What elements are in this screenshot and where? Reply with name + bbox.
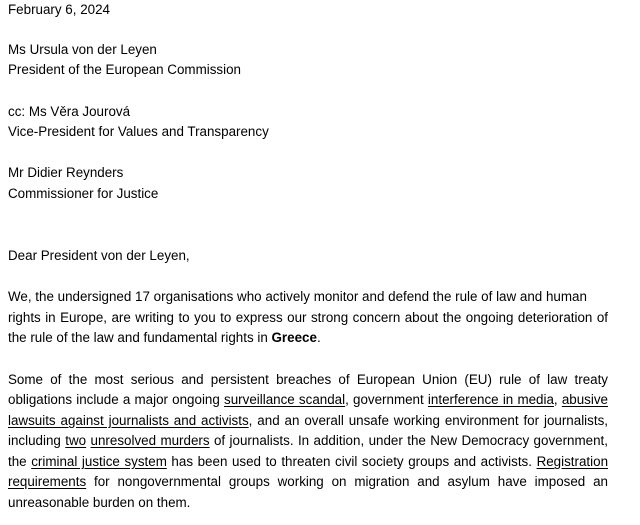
para2-text: , <box>553 392 562 407</box>
abusive-lawsuits-link-cont[interactable]: lawsuits against journalists and activists <box>8 413 249 428</box>
recipient-1-name: Ms Ursula von der Leyen <box>8 42 157 57</box>
criminal-justice-system-link[interactable]: criminal justice system <box>31 454 167 469</box>
salutation: Dear President von der Leyen, <box>8 248 190 263</box>
para2-text: the <box>8 454 32 469</box>
para2-text: of journalists. In addition, under the New Democracy government, <box>209 433 608 448</box>
letter-date: February 6, 2024 <box>8 2 110 17</box>
unresolved-murders-link[interactable]: unresolved murders <box>90 433 210 448</box>
surveillance-scandal-link[interactable]: surveillance scandal <box>224 392 346 407</box>
recipient-2-name: cc: Ms Věra Jourová <box>8 104 131 119</box>
para2-line <box>8 431 608 451</box>
para2-line <box>8 493 190 513</box>
recipient-2-title: Vice-President for Values and Transparency <box>8 124 269 139</box>
registration-requirements-link[interactable]: Registration <box>536 454 609 469</box>
para2-text: for nongovernmental groups working on migration and asylum have imposed an <box>86 474 608 489</box>
registration-requirements-link-cont[interactable]: requirements <box>8 474 87 489</box>
para2-line1-text: Some of the most serious and persistent breaches of European Union (EU) rule of law treaty <box>8 372 608 387</box>
para1-line2-text: rights in Europe, are writing to you to express our strong concern about the ongoing deterioration of <box>8 310 608 325</box>
para2-line <box>8 411 608 431</box>
recipient-3-name: Mr Didier Reynders <box>8 165 124 180</box>
para2-line7-text: unreasonable burden on them. <box>8 495 191 510</box>
para2-line <box>8 390 608 410</box>
recipient-3-title: Commissioner for Justice <box>8 186 159 201</box>
para2-line <box>8 472 608 492</box>
abusive-lawsuits-link[interactable]: abusive <box>561 392 608 407</box>
media-interference-link[interactable]: interference in media <box>427 392 554 407</box>
para1-line3-end: . <box>316 330 321 345</box>
para2-text: obligations include a major ongoing <box>8 392 225 407</box>
country-name: Greece <box>271 330 317 345</box>
para2-text: , and an overall unsafe working environment for journalists, <box>248 413 608 428</box>
para1-line <box>8 308 608 328</box>
para1-line3-text: the rule of the law and fundamental rights in <box>8 330 272 345</box>
para1-line1-text: We, the undersigned 17 organisations who actively monitor and defend the rule of law and human <box>8 289 587 304</box>
para2-line <box>8 452 608 472</box>
para2-text: including <box>8 433 66 448</box>
para2-text: has been used to threaten civil society groups and activists. <box>166 454 537 469</box>
para1-line <box>8 328 321 348</box>
para2-line <box>8 370 608 390</box>
para1-line <box>8 287 608 307</box>
para2-text: , government <box>345 392 428 407</box>
recipient-1-title: President of the European Commission <box>8 62 241 77</box>
two-link[interactable]: two <box>65 433 87 448</box>
